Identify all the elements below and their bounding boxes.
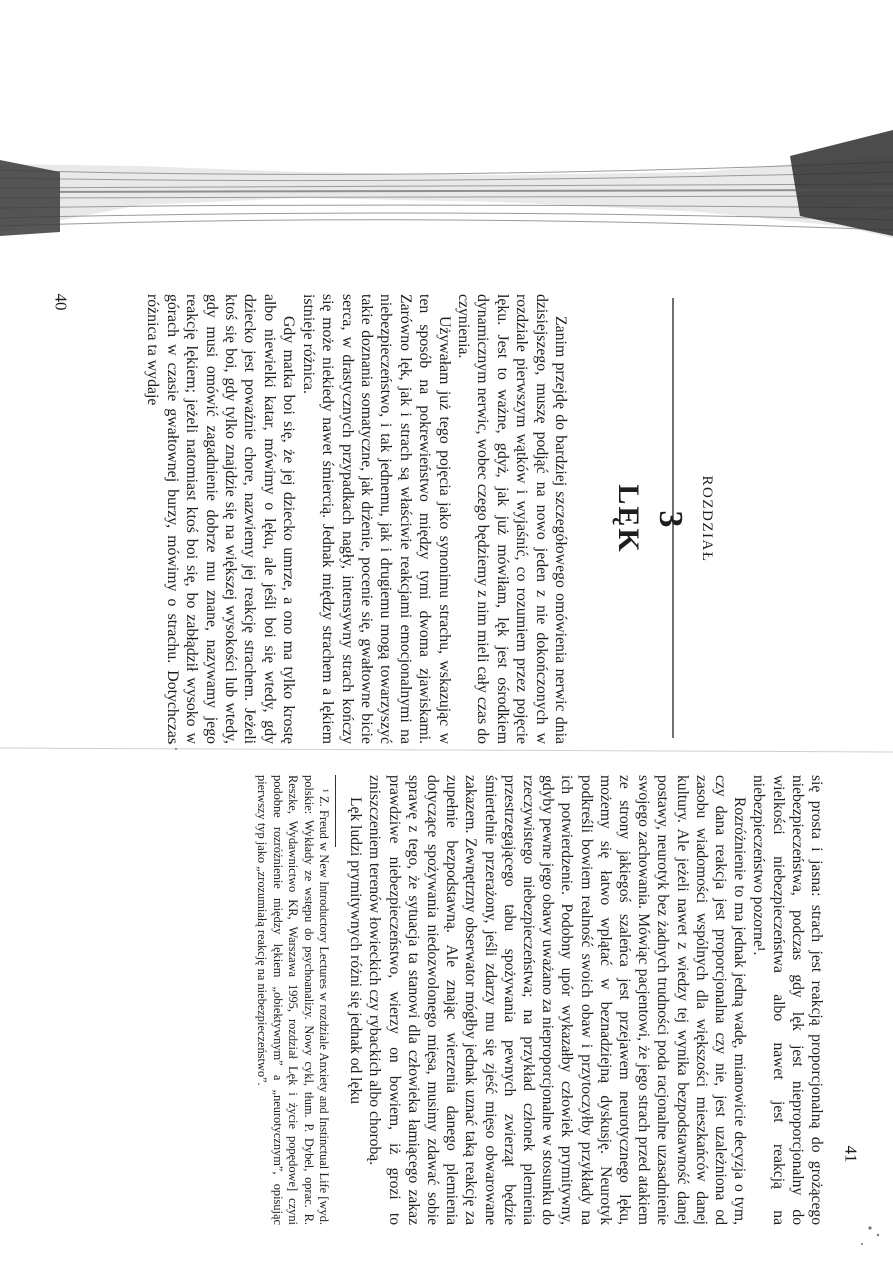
chapter-label: ROZDZIAŁ	[699, 475, 715, 563]
chapter-title: LĘK	[612, 484, 645, 554]
paragraph: Gdy matka boi się, że jej dziecko umrze, a ono ma tylko krostę albo niewielki katar, mówimy o lęku, ale jeśli boi się wtedy, gdy dziecko jest poważnie chore, nazwiemy jej reakcję strachem. Jeżeli ktoś się boi, gdy tylko znajdzie się na większej wysokości lub wtedy, gdy musi omówić zagadnienie dobrze mu znane, nazywamy jego reakcję lękiem; jeżeli natomiast ktoś boi się, bo zabłądził wysoko w górach w czasie gwałtownej burzy, mówimy o strachu. Dotychczas różnica ta wydaje	[144, 294, 298, 744]
paragraph: Zanim przejdę do bardziej szczegółowego omówienia nerwic dnia dzisiejszego, muszę podjąć na nowo jeden z nie dokończonych w rozdziale pierwszym wątków i wyjaśnić, co rozumiem przez pojęcie lęku. Jest to ważne, gdyż, jak już mówiłam, lęk jest ośrodkiem dynamicznym nerwic, wobec czego będziemy z nim mieli cały czas do czynienia.	[454, 294, 569, 744]
paragraph: Rozróżnienie to ma jednak jedną wadę, mianowicie decyzja o tym, czy dana reakcja jest proporcjonalna czy nie, jest uzależniona od zasobu wiadomości wspólnych dla większości mieszkańców danej kultury. Ale jeżeli nawet z wiedzy tej wynika bezpodstawność danej postawy, neurotyk bez żadnych trudności poda racjonalne uzasadnienie swojego zachowania. Mówiąc pacjentowi, że jego strach przed atakiem ze strony jakiegoś szaleńca jest przejawem neurotycznego lęku, możemy się łatwo wplątać w beznadziejną dyskusję. Neurotyk podkreśli bowiem realność swoich obaw i przytoczyłby przykłady na ich potwierdzenie. Podobny upór wykazałby człowiek prymitywny, gdyby pewne jego obawy uważano za nieproporcjonalne w stosunku do rzeczywistego niebezpieczeństwa; na przykład członek plemienia przestrzegającego tabu spożywania pewnych zwierząt będzie śmiertelnie przerażony, jeśli zdarzy mu się zjeść mięso obwarowane zakazem. Zewnętrzny obserwator mógłby jednak uznać taką reakcję za zupełnie bezpodstawną. Ale znając wierzenia danego plemienia dotyczące spożywania niedozwolonego mięsa, musimy zdawać sobie sprawę z tego, że sytuacja ta stanowi dla człowieka łamiącego zakaz prawdziwe niebezpieczeństwo, wierzy on bowiem, iż grozi to zniszczeniem terenów łowieckich czy rybackich albo chorobą.	[366, 775, 749, 1225]
right-page	[96, 775, 826, 1225]
book-spine-shadow	[0, 130, 893, 238]
paragraph: się prosta i jasna: strach jest reakcją proporcjonalną do grożącego niebezpieczeństwa, podczas gdy lęk jest nieproporcjonalny do wielkości niebezpieczeństwa albo nawet jest reakcją na niebezpieczeństwo pozorne¹.	[750, 775, 825, 1225]
chapter-number: 3	[652, 510, 689, 528]
paragraph: Lęk ludzi prymitywnych różni się jednak od lęku	[347, 797, 365, 1105]
page-fold-line	[0, 748, 893, 752]
page-number-right: 41	[841, 1145, 861, 1163]
footnote-divider	[335, 775, 336, 847]
left-page-body	[143, 294, 570, 744]
footnote: ¹ Z. Freud w New Introductory Lectures w rozdziale Anxiety and Instinctual Life [wyd. polskie: Wykłady ze wstępu do psychoanalizy. Nowy cykl, tłum. P. Dybel, oprac. R. Reszke, Wydawnictwo KR, Warszawa 1995, rozdział Lęk i życie popędowe] czyni podobne rozróżnienie między lękiem „obiektywnym” a „neurotycznym”, opisując pierwszy typ jako „zrozumiałą reakcję na niebezpieczeństwo”.	[255, 775, 331, 1225]
paragraph: Używałam już tego pojęcia jako synonimu strachu, wskazując w ten sposób na pokrewieństwo między tymi dwoma zjawiskami. Zarówno lęk, jak i strach są właściwie reakcjami emocjonalnymi na niebezpieczeństwo, i tak jednemu, jak i drugiemu mogą towarzyszyć takie doznania somatyczne, jak drżenie, pocenie się, gwałtowne bicie serca, w drastycznych przypadkach nagły, intensywny strach kończy się może niekiedy nawet śmiercią. Jednak między strachem a lękiem istnieje różnica.	[299, 294, 453, 744]
left-page	[144, 294, 724, 744]
page-number-left: 40	[51, 293, 71, 311]
